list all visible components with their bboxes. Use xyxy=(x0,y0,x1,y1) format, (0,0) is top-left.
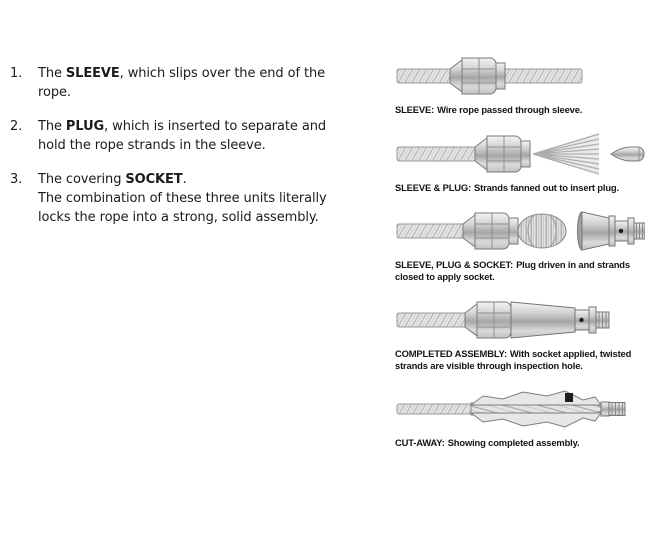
instruction-item-1 xyxy=(10,64,348,102)
figure-caption xyxy=(395,104,647,116)
figure-caption-text: With socket applied, twisted strands are visible through inspection hole. xyxy=(395,348,632,371)
item-term: PLUG xyxy=(65,119,105,134)
figure-caption-label: SLEEVE & PLUG: xyxy=(395,181,472,193)
figure-caption-text: Wire rope passed through sleeve. xyxy=(437,104,583,115)
figure-caption xyxy=(395,259,647,282)
figure-caption-text: Plug driven in and strands closed to apply socket. xyxy=(395,259,630,282)
figure-column xyxy=(395,50,647,461)
item-text xyxy=(38,117,348,155)
item-number: 2. xyxy=(10,119,23,134)
item-term: SOCKET xyxy=(125,172,183,187)
item-rest: , which slips over the end of the rope. xyxy=(38,66,326,100)
figure-caption-text: Strands fanned out to insert plug. xyxy=(474,181,619,193)
figure-caption-label: SLEEVE, PLUG & SOCKET: xyxy=(395,259,514,270)
figure-caption xyxy=(395,348,647,371)
item-term: SLEEVE xyxy=(65,66,120,81)
item-continuation: The combination of these three units literally locks the rope into a strong, solid assembly. xyxy=(38,191,327,225)
sleeve-plug-socket-illustration xyxy=(395,205,645,257)
sleeve-plug-illustration xyxy=(395,128,645,180)
figure-sleeve xyxy=(395,50,647,116)
item-text xyxy=(38,170,348,227)
sleeve-illustration xyxy=(395,50,645,102)
figure-caption-label: COMPLETED ASSEMBLY: xyxy=(395,348,507,359)
figure-completed-assembly xyxy=(395,294,647,371)
figure-sleeve-plug-socket xyxy=(395,205,647,282)
item-number: 3. xyxy=(10,172,23,187)
instruction-item-2 xyxy=(10,117,348,155)
figure-caption xyxy=(395,437,647,449)
item-text xyxy=(38,64,348,102)
item-lead: The xyxy=(38,119,66,134)
figure-caption-label: CUT-AWAY: xyxy=(395,437,445,448)
figure-caption-label: SLEEVE: xyxy=(395,104,435,115)
figure-cut-away xyxy=(395,383,647,449)
item-lead: The xyxy=(38,66,66,81)
completed-assembly-illustration xyxy=(395,294,645,346)
figure-sleeve-plug xyxy=(395,128,647,194)
instruction-item-3 xyxy=(10,170,348,227)
instruction-list xyxy=(10,64,348,242)
item-number: 1. xyxy=(10,66,23,81)
figure-caption-text: Showing completed assembly. xyxy=(447,437,580,448)
item-rest: . xyxy=(182,172,187,187)
item-lead: The covering xyxy=(38,172,126,187)
cut-away-illustration xyxy=(395,383,645,435)
item-rest: , which is inserted to separate and hold the rope strands in the sleeve. xyxy=(38,119,327,153)
figure-caption xyxy=(395,182,647,194)
